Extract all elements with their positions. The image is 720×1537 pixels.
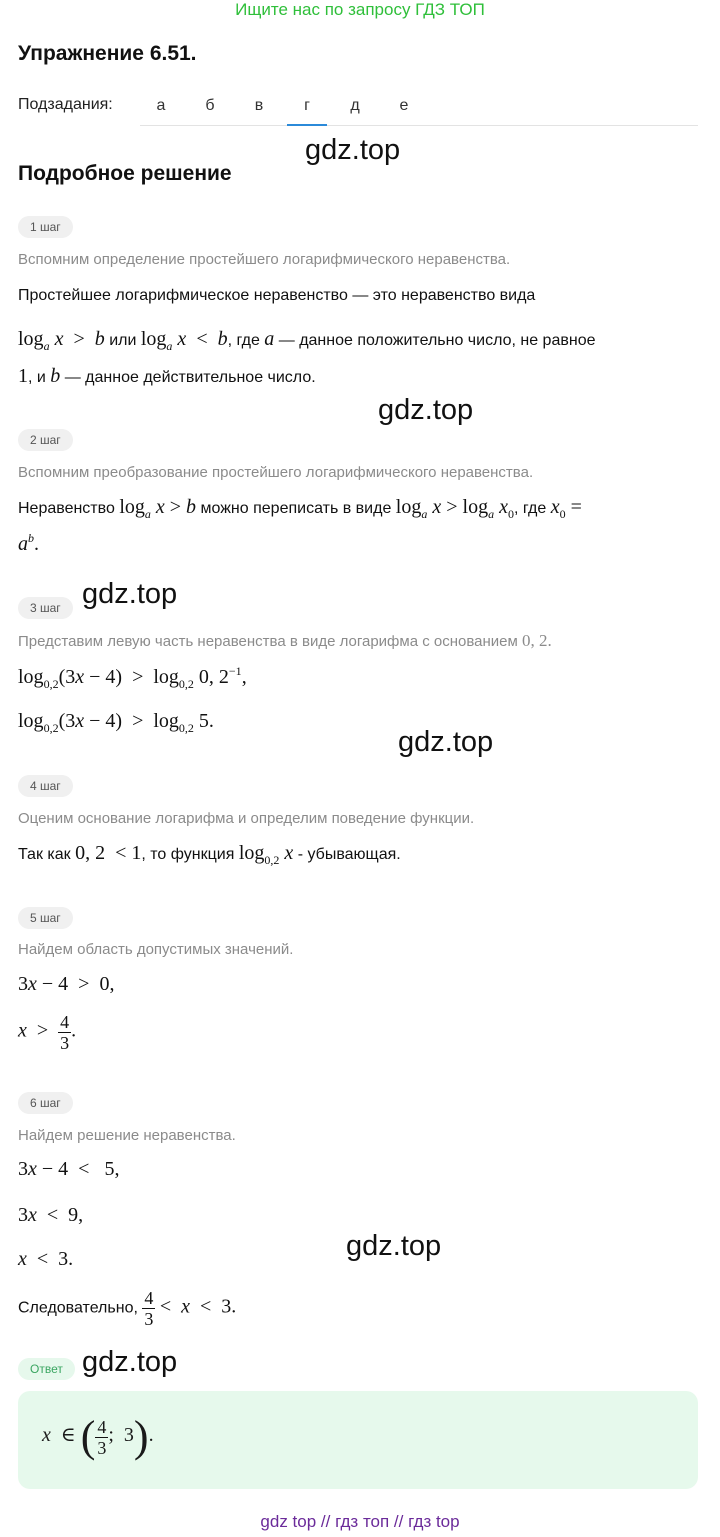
text-fragment: - убывающая. (297, 846, 401, 863)
text-fragment: Представим левую часть неравенства в виде логарифма с основанием (18, 633, 518, 650)
text-fragment: , где (513, 500, 547, 517)
step-hint: Представим левую часть неравенства в виде логарифма с основанием 0, 2. (18, 631, 552, 650)
math-line: $\log_{0,2}(3x - 4) > \log_{0,2} 5$. (18, 710, 214, 735)
step-badge: 4 шаг (18, 775, 73, 797)
watermark: gdz.top (82, 1346, 178, 1378)
tab-d[interactable]: д (350, 97, 360, 114)
step-text: Простейшее логарифмическое неравенство — это неравенство вида (18, 287, 536, 304)
answer-box (18, 1391, 698, 1489)
math-line: Так как 0, 2 < 1, то функция $\log_{0,2} x$ - убывающая. (18, 842, 401, 867)
step-hint: Вспомним определение простейшего логарифмического неравенства. (18, 251, 511, 268)
fraction: $\frac{4}{3}$ (60, 1012, 70, 1053)
math-line: Следовательно, $\frac{4}{3}$ < x < 3. (18, 1288, 237, 1329)
fraction: $\frac{4}{3}$ (144, 1288, 154, 1329)
step-badge: 6 шаг (18, 1092, 73, 1114)
text-fragment: , где (227, 332, 260, 349)
tab-b[interactable]: б (205, 97, 215, 114)
tab-g-active[interactable]: г (287, 97, 327, 126)
step-hint: Найдем область допустимых значений. (18, 941, 294, 958)
text-fragment: , то функция (141, 846, 235, 863)
text-fragment: — данное действительное число. (64, 369, 316, 386)
text-fragment: — данное положительно число, не равное (278, 332, 596, 349)
fraction: $\frac{4}{3}$ (97, 1416, 107, 1458)
step-badge: 2 шаг (18, 429, 73, 451)
text-fragment: Следовательно, (18, 1299, 138, 1317)
text-fragment: или (109, 332, 137, 349)
math-line: 3x − 4 > 0, (18, 973, 115, 995)
text-fragment: Неравенство (18, 500, 115, 517)
math-line: x > $\frac{4}{3}$ . (18, 1012, 77, 1053)
tab-a[interactable]: а (156, 97, 166, 114)
math-line: $\log_a x > b$ или $\log_a x < b$, где a — данное положительно число, не равное (18, 328, 596, 353)
math-line: $\log_{0,2}(3x - 4) > \log_{0,2} 0$, $2^{-1}$, (18, 664, 247, 691)
answer-badge: Ответ (18, 1358, 75, 1380)
promo-banner[interactable]: Ищите нас по запросу ГДЗ ТОП (235, 0, 485, 19)
math-line: 3x < 9, (18, 1204, 84, 1226)
step-hint: Оценим основание логарифма и определим поведение функции. (18, 810, 475, 827)
step-badge: 1 шаг (18, 216, 73, 238)
step-badge: 3 шаг (18, 597, 73, 619)
watermark: gdz.top (398, 726, 494, 758)
step-badge: 5 шаг (18, 907, 73, 929)
watermark: gdz.top (305, 134, 401, 166)
text-fragment: , и (28, 369, 46, 386)
watermark: gdz.top (346, 1230, 442, 1262)
page-title: Упражнение 6.51. (18, 42, 197, 65)
step-hint: Вспомним преобразование простейшего логарифмического неравенства. (18, 464, 534, 481)
section-title: Подробное решение (18, 162, 232, 185)
text-fragment: Так как (18, 846, 71, 863)
math-line: 3x − 4 < 5, (18, 1158, 120, 1180)
subtasks-label: Подзадания: (18, 96, 113, 113)
watermark: gdz.top (82, 578, 178, 610)
tab-v[interactable]: в (254, 97, 264, 114)
step-hint: Найдем решение неравенства. (18, 1127, 236, 1144)
tab-e[interactable]: е (399, 97, 409, 114)
math-line: Неравенство $\log_a x > b$ можно переписать в виде $\log_a x > \log_a x_0$, где $x_0$ = (18, 496, 582, 521)
math-line: 1, и b — данное действительное число. (18, 365, 316, 387)
text-fragment: можно переписать в виде (200, 500, 392, 517)
footer-links[interactable]: gdz top // гдз топ // гдз top (260, 1512, 460, 1531)
math-line: x < 3. (18, 1248, 74, 1270)
math-line: $a^b$. (18, 531, 39, 555)
answer-formula: x ∈ ( $\frac{4}{3}$ ; 3). (42, 1412, 154, 1461)
watermark: gdz.top (378, 394, 474, 426)
